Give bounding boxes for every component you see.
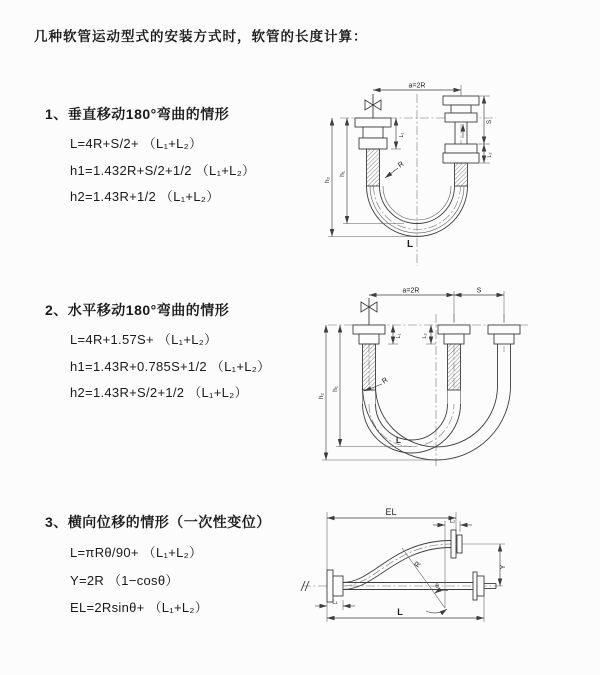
dim-h1-label: h₁ bbox=[332, 386, 339, 392]
section-2 bbox=[45, 300, 325, 407]
dim-h1-label: h₁ bbox=[339, 171, 346, 177]
formula-length: L=4R+S/2+ （L₁+L₂） bbox=[70, 136, 203, 151]
dim-l2-label: L₂ bbox=[449, 518, 456, 525]
section-2-formulas bbox=[45, 327, 325, 407]
dim-l2-label: L₂ bbox=[487, 152, 493, 158]
page-title: 几种软管运动型式的安装方式时，软管的长度计算： bbox=[34, 29, 368, 44]
formula-length: L=4R+1.57S+ （L₁+L₂） bbox=[70, 332, 218, 347]
dim-l1-label: L₁ bbox=[399, 132, 405, 138]
radius-label: R bbox=[395, 159, 406, 170]
left-hose-braid bbox=[363, 344, 376, 390]
dim-l-label: L bbox=[397, 607, 403, 617]
length-label: L bbox=[396, 436, 401, 445]
dim-h2-label: h₂ bbox=[318, 392, 325, 400]
angle-arc bbox=[435, 590, 449, 593]
dim-a2r-label: a=2R bbox=[402, 287, 420, 295]
section-2-heading: 2、水平移动180°弯曲的情形 bbox=[45, 302, 230, 318]
dim-el-label: EL bbox=[385, 507, 397, 517]
formula-h2: h2=1.43R+1/2 （L₁+L₂） bbox=[70, 189, 220, 204]
formula-h1: h1=1.43R+0.785S+1/2 （L₁+L₂） bbox=[70, 358, 271, 374]
diagram-vertical-180-bend bbox=[314, 78, 586, 270]
diagram-lateral-displacement bbox=[298, 498, 598, 646]
dim-a2r-label: a=2R bbox=[408, 82, 426, 90]
section-1 bbox=[45, 104, 325, 211]
left-hose-braid bbox=[367, 149, 380, 186]
dim-s-label: S bbox=[476, 287, 482, 295]
hose-u-bend bbox=[363, 386, 511, 460]
middle-hose-braid bbox=[448, 344, 461, 390]
middle-fitting bbox=[438, 325, 470, 344]
dim-l2-label: L₂ bbox=[422, 333, 428, 339]
section-1-heading: 1、垂直移动180°弯曲的情形 bbox=[45, 106, 230, 122]
upper-fitting bbox=[451, 530, 462, 558]
left-fitting bbox=[353, 325, 385, 344]
dim-s-label: S bbox=[486, 119, 493, 125]
radius-label: R bbox=[412, 559, 423, 570]
radius-label: R bbox=[379, 375, 390, 386]
formula-h2: h2=1.43R+S/2+1/2 （L₁+L₂） bbox=[70, 385, 248, 400]
formula-el: EL=2Rsinθ+ （L₁+L₂） bbox=[70, 600, 209, 615]
dim-h2-label: h₂ bbox=[324, 176, 331, 184]
diagram-horizontal-180-bend bbox=[314, 286, 586, 470]
formula-h1: h1=1.432R+S/2+1/2 （L₁+L₂） bbox=[70, 162, 256, 178]
angle-theta-label: θ bbox=[435, 583, 439, 590]
dim-l1-label: L₁ bbox=[396, 333, 402, 339]
shifted-fitting bbox=[488, 325, 520, 344]
section-1-formulas bbox=[45, 131, 325, 211]
dim-y-label: Y bbox=[500, 564, 507, 570]
section-3 bbox=[45, 512, 325, 622]
dim-l1-label: L₁ bbox=[332, 599, 338, 606]
length-label: L bbox=[407, 239, 414, 250]
formula-length: L=πRθ/90+ （L₁+L₂） bbox=[70, 545, 203, 560]
section-3-heading: 3、横向位移的情形（一次性变位） bbox=[45, 514, 271, 530]
left-fitting bbox=[355, 118, 391, 149]
radius-line bbox=[402, 548, 445, 608]
left-fitting bbox=[327, 570, 343, 602]
right-hose-braid bbox=[455, 163, 468, 186]
formula-y: Y=2R （1−cosθ） bbox=[70, 572, 179, 588]
section-3-formulas bbox=[45, 539, 325, 622]
